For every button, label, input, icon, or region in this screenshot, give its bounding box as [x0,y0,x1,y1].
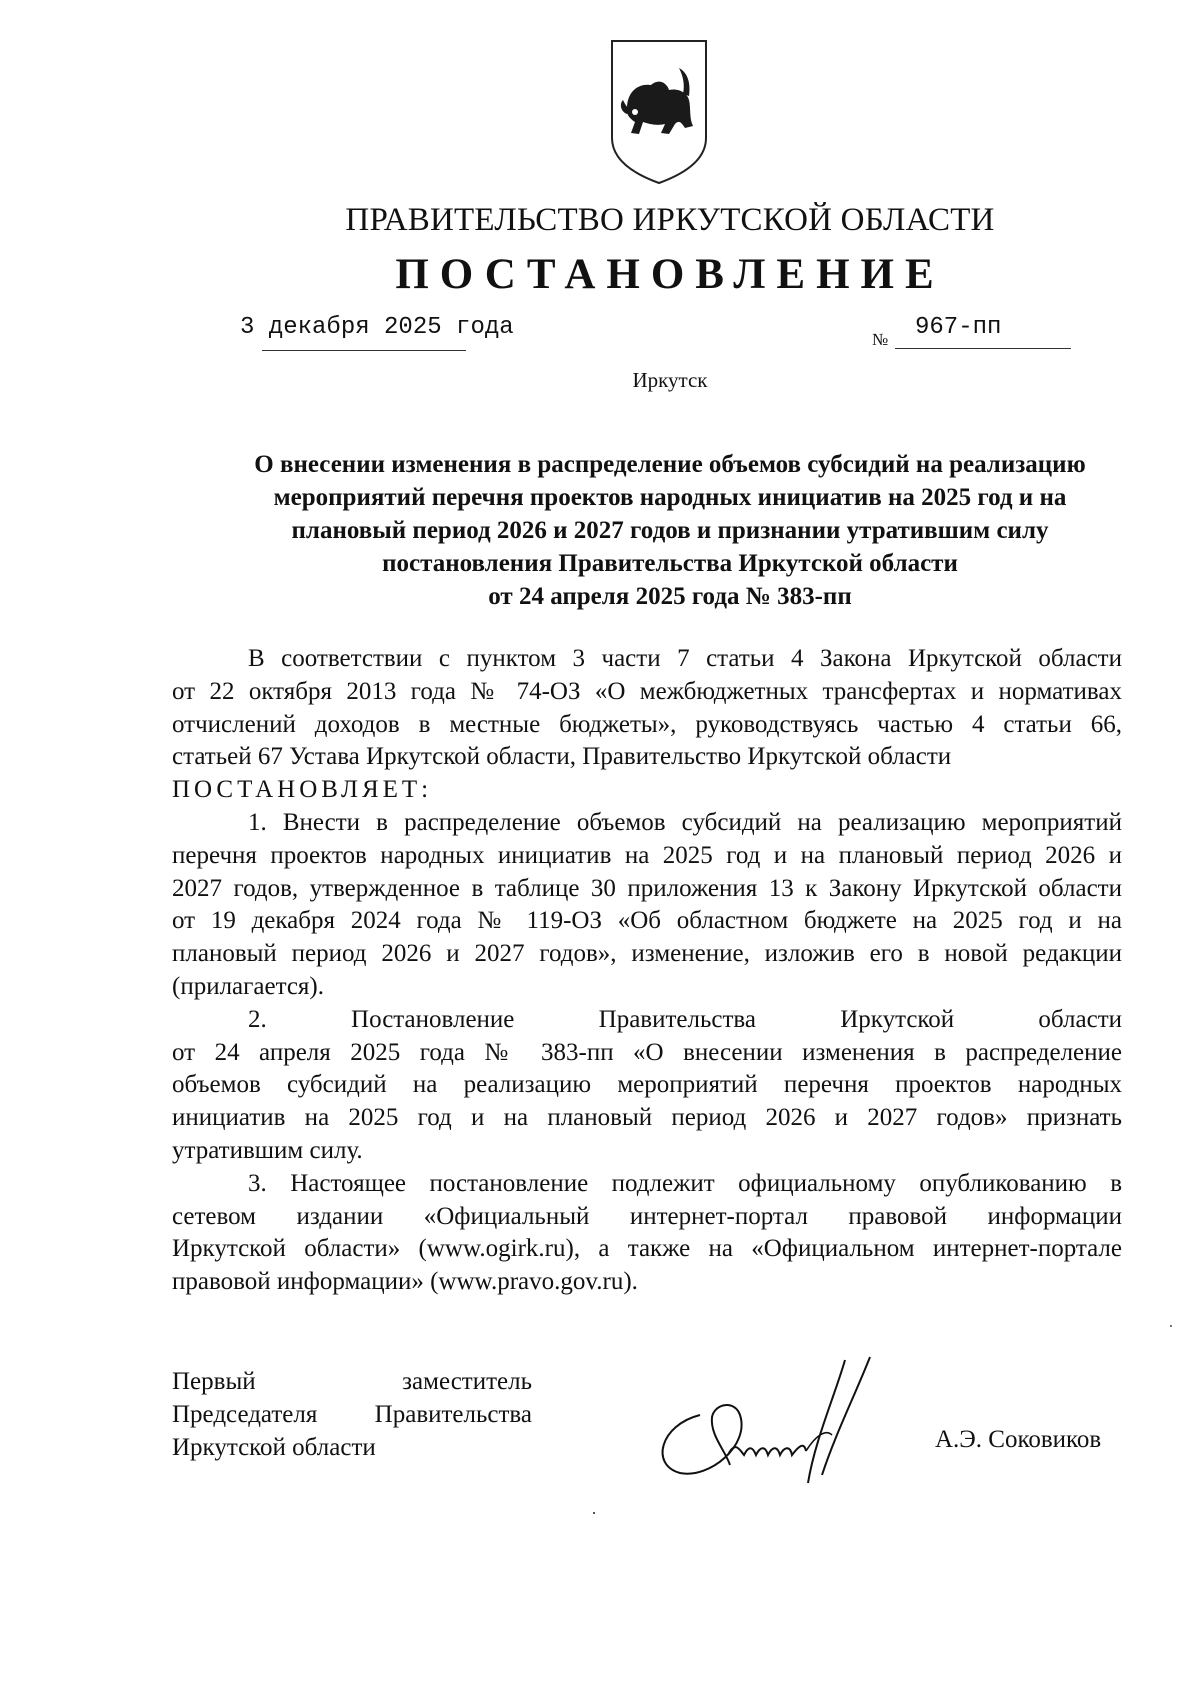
scan-speck [593,1512,595,1514]
preamble-line: от 22 октября 2013 года № 74-ОЗ «О межбюджетных трансфертах и нормативах [172,677,1122,705]
item3-line: сетевом издании «Официальный интернет-портал правовой информации [172,1202,1122,1230]
document-city: Иркутск [632,368,708,392]
item1-line: перечня проектов народных инициатив на 2025 год и на плановый период 2026 и [172,841,1122,869]
item2-line: инициатив на 2025 год и на плановый период 2026 и 2027 годов» признать [172,1104,1122,1132]
date-underline [262,350,466,351]
document-date: 3 декабря 2025 года [240,314,514,341]
document-type-heading: ПОСТАНОВЛЕНИЕ [395,251,945,298]
number-underline [895,348,1071,349]
title-line: мероприятий перечня проектов народных инициатив на 2025 год и на [273,484,1067,511]
item1-line: (прилагается). [172,972,325,1000]
document-number: 967-пп [915,314,1002,341]
item2-line: объемов субсидий на реализацию мероприятий перечня проектов народных [172,1071,1122,1099]
decree-word: ПОСТАНОВЛЯЕТ: [172,776,433,804]
item2-line: от 24 апреля 2025 года № 383-пп «О внесении изменения в распределение [172,1038,1122,1066]
item2-line: 2. Постановление Правительства Иркутской области [248,1005,1122,1033]
item1-line: от 19 декабря 2024 года № 119-ОЗ «Об областном бюджете на 2025 год и на [172,907,1122,935]
preamble-line: отчислений доходов в местные бюджеты», руководствуясь частью 4 статьи 66, [172,710,1122,738]
handwritten-signature [640,1355,910,1485]
item3-line: правовой информации» (www.pravo.gov.ru). [172,1268,638,1296]
item2-line: утратившим силу. [172,1136,363,1164]
document-body [172,643,1122,1299]
title-line: постановления Правительства Иркутской области [382,550,958,577]
document-title [150,448,1190,613]
item1-line: плановый период 2026 и 2027 годов», изменение, изложив его в новой редакции [172,940,1122,968]
title-line: плановый период 2026 и 2027 годов и признании утратившим силу [291,517,1049,544]
item3-line: 3. Настоящее постановление подлежит официальному опубликованию в [248,1169,1122,1197]
title-line: О внесении изменения в распределение объемов субсидий на реализацию [254,451,1086,478]
preamble-line: В соответствии с пунктом 3 части 7 статьи 4 Закона Иркутской области [248,645,1122,672]
position-line: Первый заместитель [172,1368,532,1395]
item1-line: 1. Внести в распределение объемов субсидий на реализацию мероприятий [248,808,1122,836]
position-line: Иркутской области [172,1434,376,1461]
scan-speck [1170,1325,1172,1327]
signer-name: А.Э. Соковиков [935,1426,1102,1453]
number-sign: № [872,330,889,349]
title-line: от 24 апреля 2025 года № 383-пп [488,583,852,610]
preamble-line: статьей 67 Устава Иркутской области, Правительство Иркутской области [172,743,952,771]
item3-line: Иркутской области» (www.ogirk.ru), а также на «Официальном интернет-портале [172,1235,1122,1263]
item1-line: 2027 годов, утвержденное в таблице 30 приложения 13 к Закону Иркутской области [172,874,1122,902]
signatory-position [172,1365,532,1464]
position-line: Председателя Правительства [172,1401,532,1428]
government-name: ПРАВИТЕЛЬСТВО ИРКУТСКОЙ ОБЛАСТИ [345,202,995,238]
coat-of-arms-emblem [609,38,709,186]
